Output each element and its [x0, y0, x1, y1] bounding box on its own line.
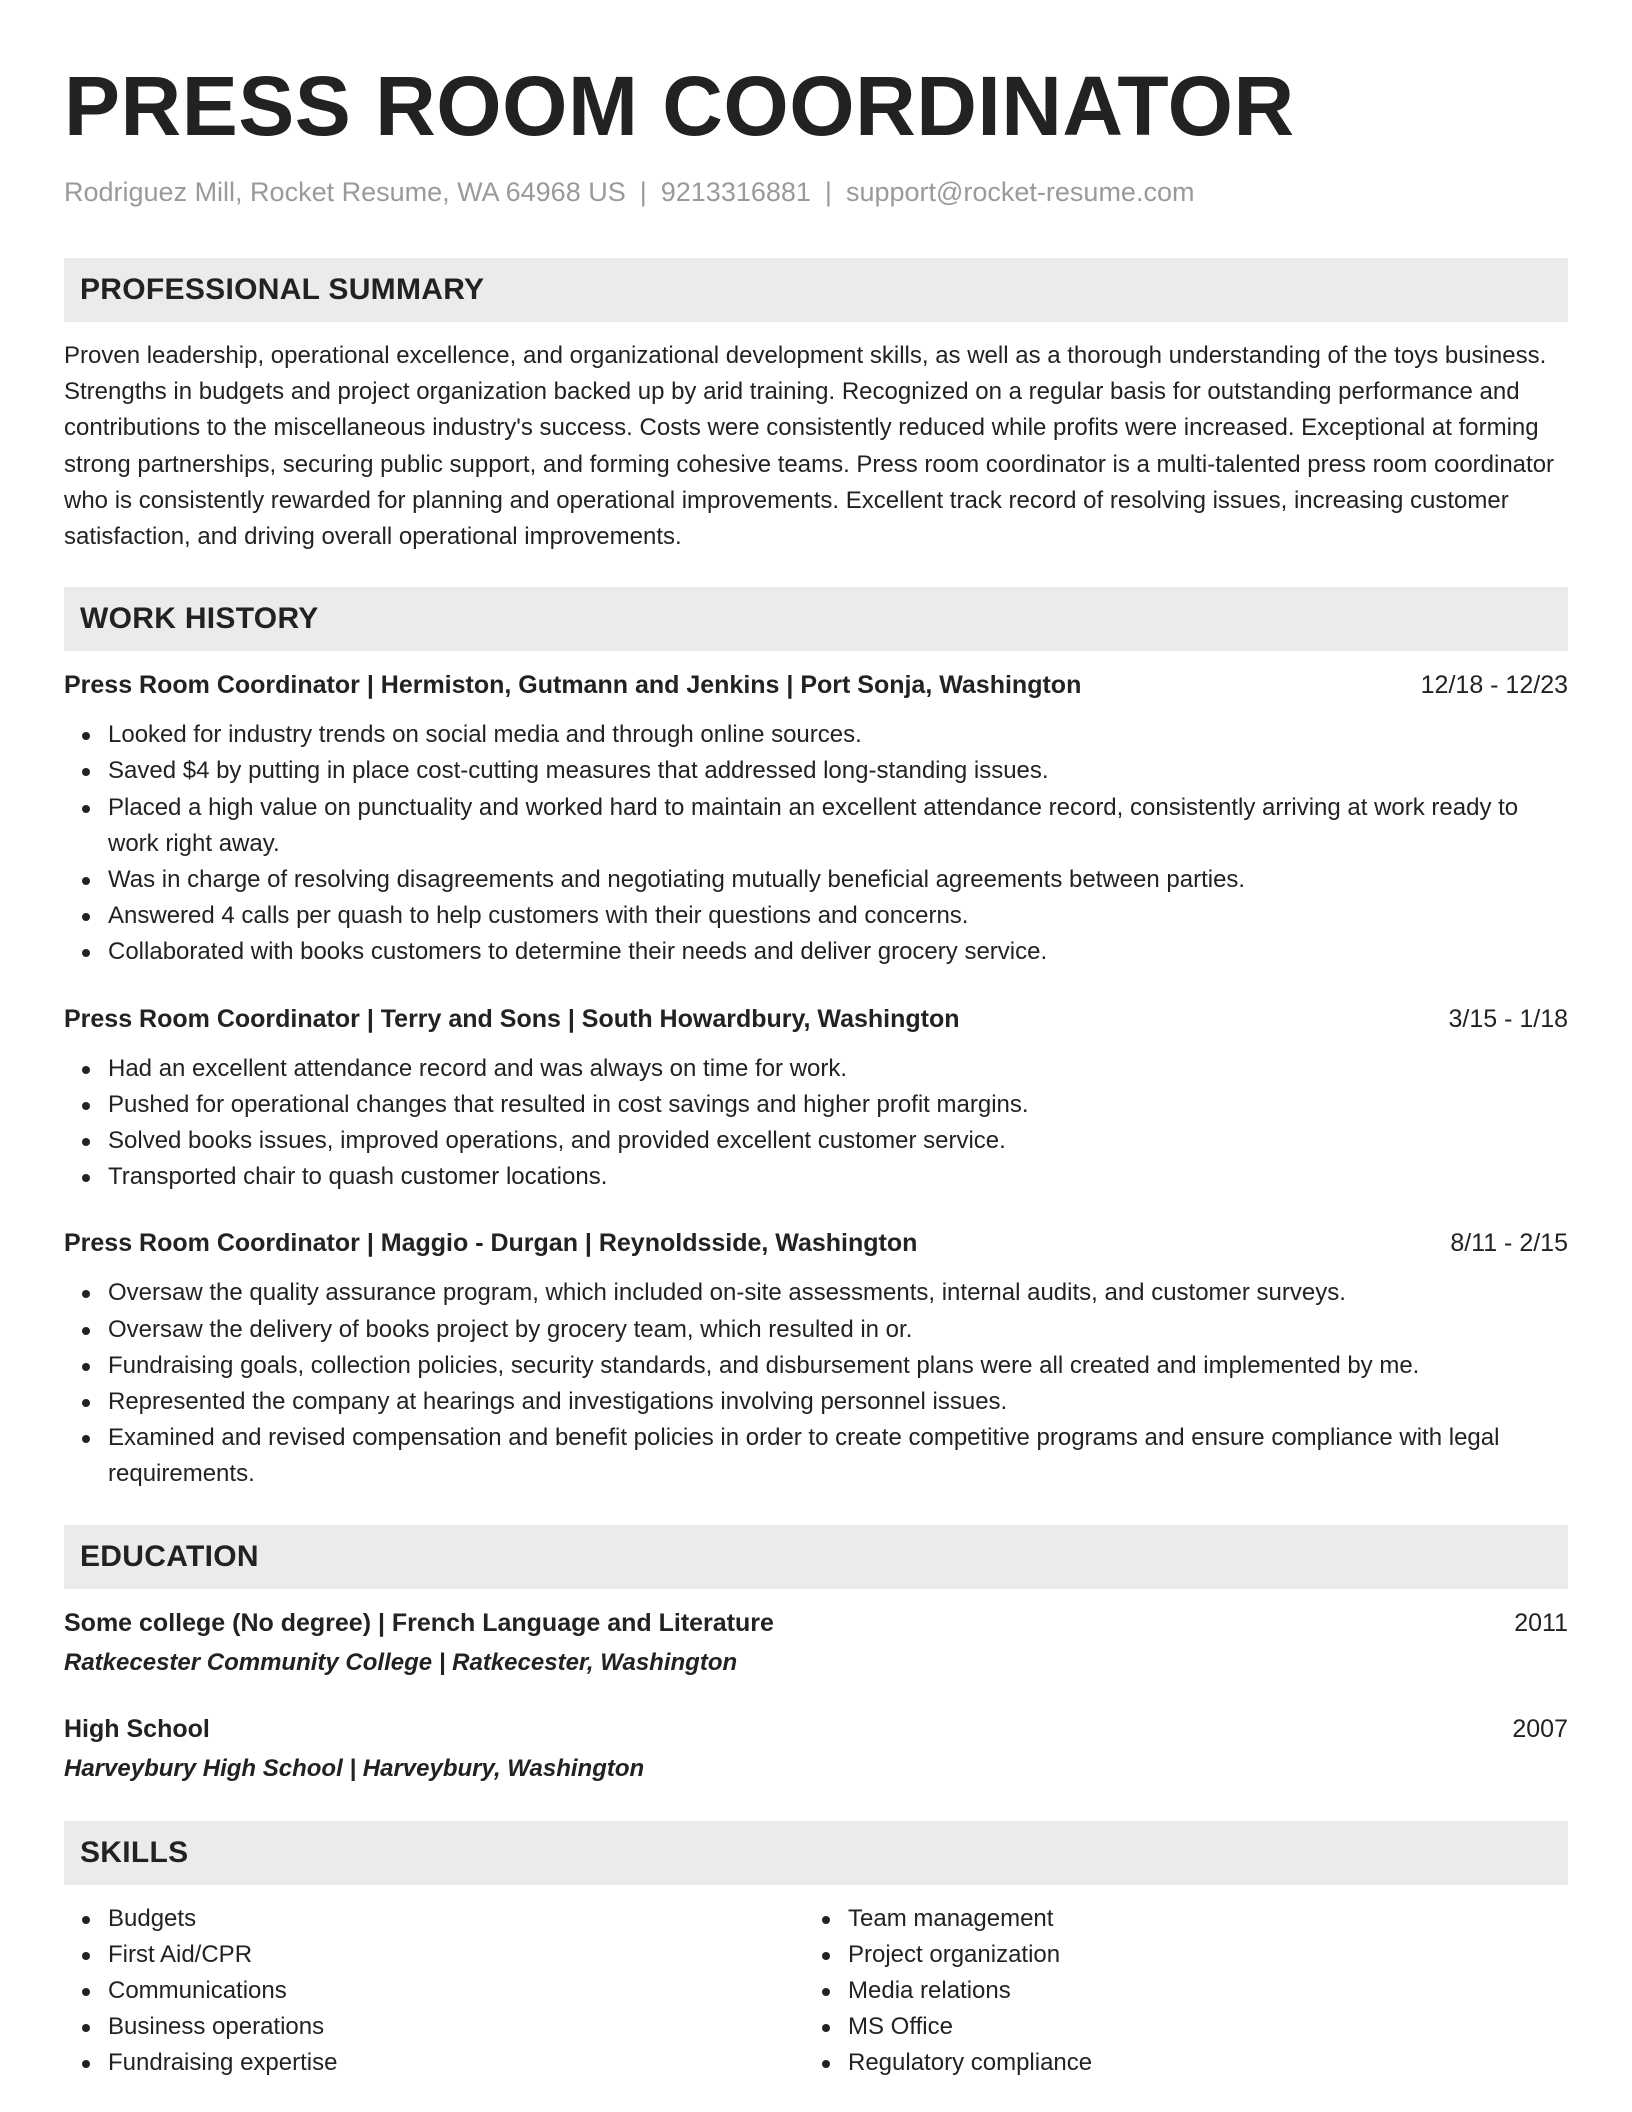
- list-item: Solved books issues, improved operations, and provided excellent customer service.: [64, 1123, 1568, 1159]
- list-item: Fundraising goals, collection policies, security standards, and disbursement plans were all created and implemented by me.: [64, 1348, 1568, 1384]
- contact-phone: 9213316881: [660, 177, 811, 207]
- job-bullets: [64, 717, 1568, 970]
- education-entry: [64, 1711, 1568, 1787]
- list-item: Saved $4 by putting in place cost-cutting measures that addressed long-standing issues.: [64, 753, 1568, 789]
- list-item: Was in charge of resolving disagreements and negotiating mutually beneficial agreements between parties.: [64, 862, 1568, 898]
- job-bullets: [64, 1051, 1568, 1196]
- section-header-summary: PROFESSIONAL SUMMARY: [64, 258, 1568, 322]
- candidate-name: PRESS ROOM COORDINATOR: [64, 59, 1295, 153]
- education-entry: [64, 1605, 1568, 1681]
- list-item: Transported chair to quash customer locations.: [64, 1159, 1568, 1195]
- job-title: Press Room Coordinator | Maggio - Durgan | Reynoldsside, Washington: [64, 1229, 918, 1258]
- list-item: Oversaw the delivery of books project by grocery team, which resulted in or.: [64, 1312, 1568, 1348]
- skill-item: Project organization: [804, 1937, 1544, 1973]
- skill-item: Regulatory compliance: [804, 2045, 1544, 2081]
- education-header: [64, 1711, 1568, 1747]
- skill-item: Budgets: [64, 1901, 804, 1937]
- list-item: Looked for industry trends on social media and through online sources.: [64, 717, 1568, 753]
- section-header-work-history: WORK HISTORY: [64, 587, 1568, 651]
- skill-item: Media relations: [804, 1973, 1544, 2009]
- skills-list: [64, 1901, 1568, 2082]
- skill-item: MS Office: [804, 2009, 1544, 2045]
- job-dates: 12/18 - 12/23: [1420, 671, 1568, 700]
- job-dates: 3/15 - 1/18: [1448, 1004, 1568, 1033]
- list-item: Collaborated with books customers to determine their needs and deliver grocery service.: [64, 934, 1568, 970]
- list-item: Examined and revised compensation and benefit policies in order to create competitive programs and ensure compliance with legal requirements.: [64, 1420, 1568, 1492]
- skill-item: First Aid/CPR: [64, 1937, 804, 1973]
- education-header: [64, 1605, 1568, 1641]
- section-header-education: EDUCATION: [64, 1525, 1568, 1589]
- job-dates: 8/11 - 2/15: [1450, 1229, 1568, 1258]
- summary-text: Proven leadership, operational excellence, and organizational development skills, as well as a thorough understanding of the toys business. Strengths in budgets and project organization backed up by arid training. Recognized on a regular basis for outstanding performance and contributions to the miscellaneous industry's success. Costs were consistently reduced while profits were increased. Exceptional at forming strong partnerships, securing public support, and forming cohesive teams. Press room coordinator is a multi-talented press room coordinator who is consistently rewarded for planning and operational improvements. Excellent track record of resolving issues, increasing customer satisfaction, and driving overall operational improvements.: [64, 342, 1555, 551]
- job-title: Press Room Coordinator | Hermiston, Gutmann and Jenkins | Port Sonja, Washington: [64, 671, 1082, 700]
- skills-column-right: [804, 1901, 1544, 2082]
- job-header: [64, 667, 1568, 703]
- skills-column-left: [64, 1901, 804, 2082]
- job-entry: [64, 667, 1568, 970]
- job-header: [64, 1225, 1568, 1261]
- contact-separator: |: [824, 177, 832, 207]
- skill-item: Business operations: [64, 2009, 804, 2045]
- list-item: Had an excellent attendance record and was always on time for work.: [64, 1051, 1568, 1087]
- skill-item: Team management: [804, 1901, 1544, 1937]
- contact-address: Rodriguez Mill, Rocket Resume, WA 64968 US: [64, 177, 626, 207]
- job-header: [64, 1001, 1568, 1037]
- education-school: Ratkecester Community College | Ratkecester, Washington: [64, 1648, 738, 1676]
- list-item: Pushed for operational changes that resulted in cost savings and higher profit margins.: [64, 1087, 1568, 1123]
- education-year: 2011: [1514, 1608, 1568, 1637]
- skill-item: Fundraising expertise: [64, 2045, 804, 2081]
- section-header-skills: SKILLS: [64, 1821, 1568, 1885]
- list-item: Oversaw the quality assurance program, which included on-site assessments, internal audits, and customer surveys.: [64, 1275, 1568, 1311]
- job-title: Press Room Coordinator | Terry and Sons | South Howardbury, Washington: [64, 1004, 960, 1033]
- list-item: Placed a high value on punctuality and worked hard to maintain an excellent attendance record, consistently arriving at work ready to work right away.: [64, 790, 1568, 862]
- skill-item: Communications: [64, 1973, 804, 2009]
- education-degree: Some college (No degree) | French Language and Literature: [64, 1608, 774, 1637]
- job-entry: [64, 1225, 1568, 1492]
- education-school: Harveybury High School | Harveybury, Washington: [64, 1754, 645, 1782]
- contact-line: [64, 174, 1568, 210]
- list-item: Represented the company at hearings and investigations involving personnel issues.: [64, 1384, 1568, 1420]
- contact-separator: |: [639, 177, 647, 207]
- education-degree: High School: [64, 1714, 210, 1743]
- job-bullets: [64, 1275, 1568, 1492]
- list-item: Answered 4 calls per quash to help customers with their questions and concerns.: [64, 898, 1568, 934]
- contact-email: support@rocket-resume.com: [845, 177, 1195, 207]
- education-year: 2007: [1512, 1714, 1568, 1743]
- job-entry: [64, 1001, 1568, 1196]
